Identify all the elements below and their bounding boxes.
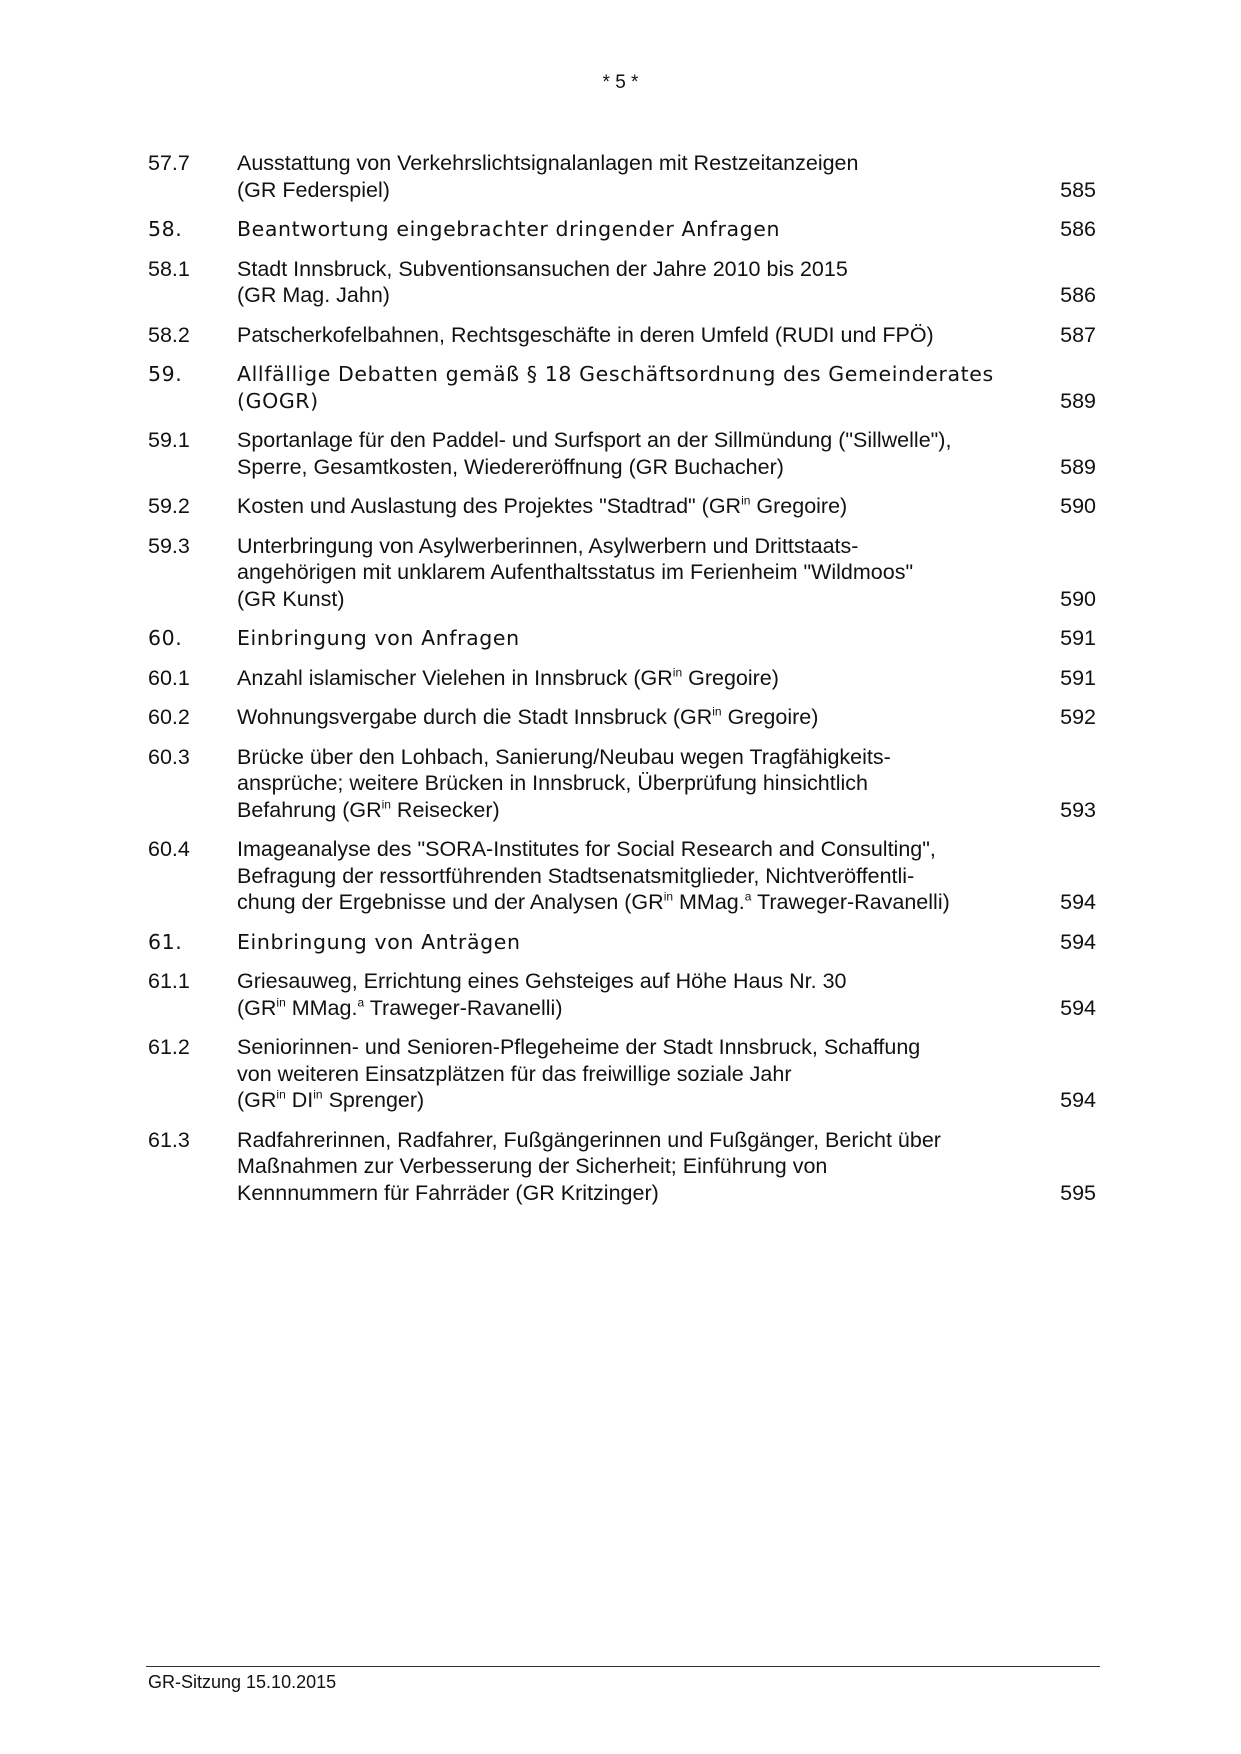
toc-entry: [148, 1127, 1096, 1207]
toc-entry-number: 60.3: [148, 744, 190, 769]
toc-entry-title: Imageanalyse des "SORA-Institutes for Social Research and Consulting", Befragung der ressortführenden Stadtsenatsmitglieder, Nichtveröffentli- chung der Ergebnisse und der Analysen ($GR^{in}$ MMag.$^a$ Traweger-Ravanelli): [237, 837, 950, 914]
toc-entry-number: 57.7: [148, 151, 190, 175]
toc-entry-number: 59.2: [148, 494, 190, 518]
toc-entry: [148, 704, 1096, 731]
toc-entry-page: 589: [1060, 454, 1096, 479]
footer-session-date: GR-Sitzung 15.10.2015: [148, 1672, 337, 1692]
table-of-contents: [148, 150, 1096, 1219]
toc-entry-page: 594: [1060, 929, 1096, 954]
toc-entry-title: Brücke über den Lohbach, Sanierung/Neubau wegen Tragfähigkeits- ansprüche; weitere Brücken in Innsbruck, Überprüfung hinsichtlich Befahrung ($GR^{in}$ Reisecker): [237, 744, 891, 822]
toc-entry-page: 591: [1060, 665, 1096, 690]
toc-entry-title: Patscherkofelbahnen, Rechtsgeschäfte in deren Umfeld (RUDI und FPÖ): [237, 322, 934, 347]
toc-entry-page: 594: [1060, 1088, 1096, 1112]
toc-entry: [148, 533, 1096, 613]
toc-entry: [148, 256, 1096, 309]
toc-entry-number: 59.3: [148, 533, 190, 558]
toc-entry: [148, 150, 1096, 203]
toc-entry-page: 586: [1060, 283, 1096, 307]
toc-entry-page: 595: [1060, 1180, 1096, 1205]
toc-entry-number: 61.: [148, 929, 183, 954]
toc-entry-title: Seniorinnen- und Senioren-Pflegeheime der Stadt Innsbruck, Schaffung von weiteren Einsatzplätzen für das freiwillige soziale Jahr ($GR^{in}$ $DI^{in}$ Sprenger): [237, 1035, 921, 1112]
toc-entry-page: 592: [1060, 705, 1096, 729]
toc-entry-page: 590: [1060, 586, 1096, 611]
toc-entry-number: 61.3: [148, 1127, 190, 1152]
toc-entry-title: Kosten und Auslastung des Projektes "Stadtrad" ($GR^{in}$ Gregoire): [237, 493, 848, 518]
toc-entry-title: Stadt Innsbruck, Subventionsansuchen der Jahre 2010 bis 2015 (GR Mag. Jahn): [237, 256, 848, 307]
toc-entry-title: Allfällige Debatten gemäß § 18 Geschäftsordnung des Gemeinderates (GOGR): [237, 362, 994, 413]
toc-entry-number: 59.1: [148, 428, 190, 452]
toc-entry-title: Unterbringung von Asylwerberinnen, Asylwerbern und Drittstaats- angehörigen mit unklarem Aufenthaltsstatus im Ferienheim "Wildmoos" (GR Kunst): [237, 533, 914, 611]
toc-entry-title: Einbringung von Anträgen: [237, 929, 521, 954]
toc-entry: [148, 216, 1096, 243]
toc-entry-title: Anzahl islamischer Vielehen in Innsbruck ($GR^{in}$ Gregoire): [237, 665, 779, 690]
toc-entry-page: 589: [1060, 388, 1096, 413]
toc-entry: [148, 1034, 1096, 1114]
toc-entry-title: Einbringung von Anfragen: [237, 626, 520, 650]
toc-entry: [148, 361, 1096, 414]
toc-entry-number: 60.1: [148, 665, 190, 690]
toc-entry-page: 593: [1060, 797, 1096, 822]
toc-entry-number: 59.: [148, 362, 183, 386]
toc-entry-page: 590: [1060, 494, 1096, 518]
toc-entry: [148, 427, 1096, 480]
toc-entry-number: 60.4: [148, 837, 190, 861]
toc-entry-title: Beantwortung eingebrachter dringender Anfragen: [237, 217, 781, 241]
toc-entry-number: 61.1: [148, 969, 190, 993]
toc-entry-page: 591: [1060, 626, 1096, 650]
toc-entry: [148, 836, 1096, 916]
toc-entry: [148, 322, 1096, 349]
toc-entry-page: 594: [1060, 890, 1096, 914]
toc-entry-title: Ausstattung von Verkehrslichtsignalanlagen mit Restzeitanzeigen (GR Federspiel): [237, 151, 859, 202]
page-number: * 5 *: [602, 72, 639, 93]
toc-entry-title: Wohnungsvergabe durch die Stadt Innsbruck ($GR^{in}$ Gregoire): [237, 704, 819, 729]
toc-entry-page: 587: [1060, 322, 1096, 347]
toc-entry-number: 60.: [148, 626, 183, 650]
toc-entry: [148, 665, 1096, 692]
toc-entry: [148, 929, 1096, 956]
toc-entry-number: 58.1: [148, 256, 190, 281]
toc-entry-number: 58.: [148, 217, 183, 241]
toc-entry: [148, 493, 1096, 520]
footer-divider: [146, 1666, 1100, 1667]
toc-entry-title: Griesauweg, Errichtung eines Gehsteiges auf Höhe Haus Nr. 30 ($GR^{in}$ MMag.$^a$ Traweger-Ravanelli): [237, 969, 847, 1020]
toc-entry-title: Radfahrerinnen, Radfahrer, Fußgängerinnen und Fußgänger, Bericht über Maßnahmen zur Verbesserung der Sicherheit; Einführung von Kennnummern für Fahrräder (GR Kritzinger): [237, 1127, 941, 1205]
toc-entry-number: 58.2: [148, 322, 190, 347]
toc-entry-page: 594: [1060, 995, 1096, 1020]
toc-entry-page: 585: [1060, 177, 1096, 202]
toc-entry: [148, 744, 1096, 824]
toc-entry-title: Sportanlage für den Paddel- und Surfsport an der Sillmündung ("Sillwelle"), Sperre, Gesamtkosten, Wiedereröffnung (GR Buchacher): [237, 428, 952, 479]
toc-entry-page: 586: [1060, 217, 1096, 241]
toc-entry: [148, 625, 1096, 652]
toc-entry-number: 60.2: [148, 705, 190, 729]
toc-entry-number: 61.2: [148, 1035, 190, 1059]
toc-entry: [148, 968, 1096, 1021]
